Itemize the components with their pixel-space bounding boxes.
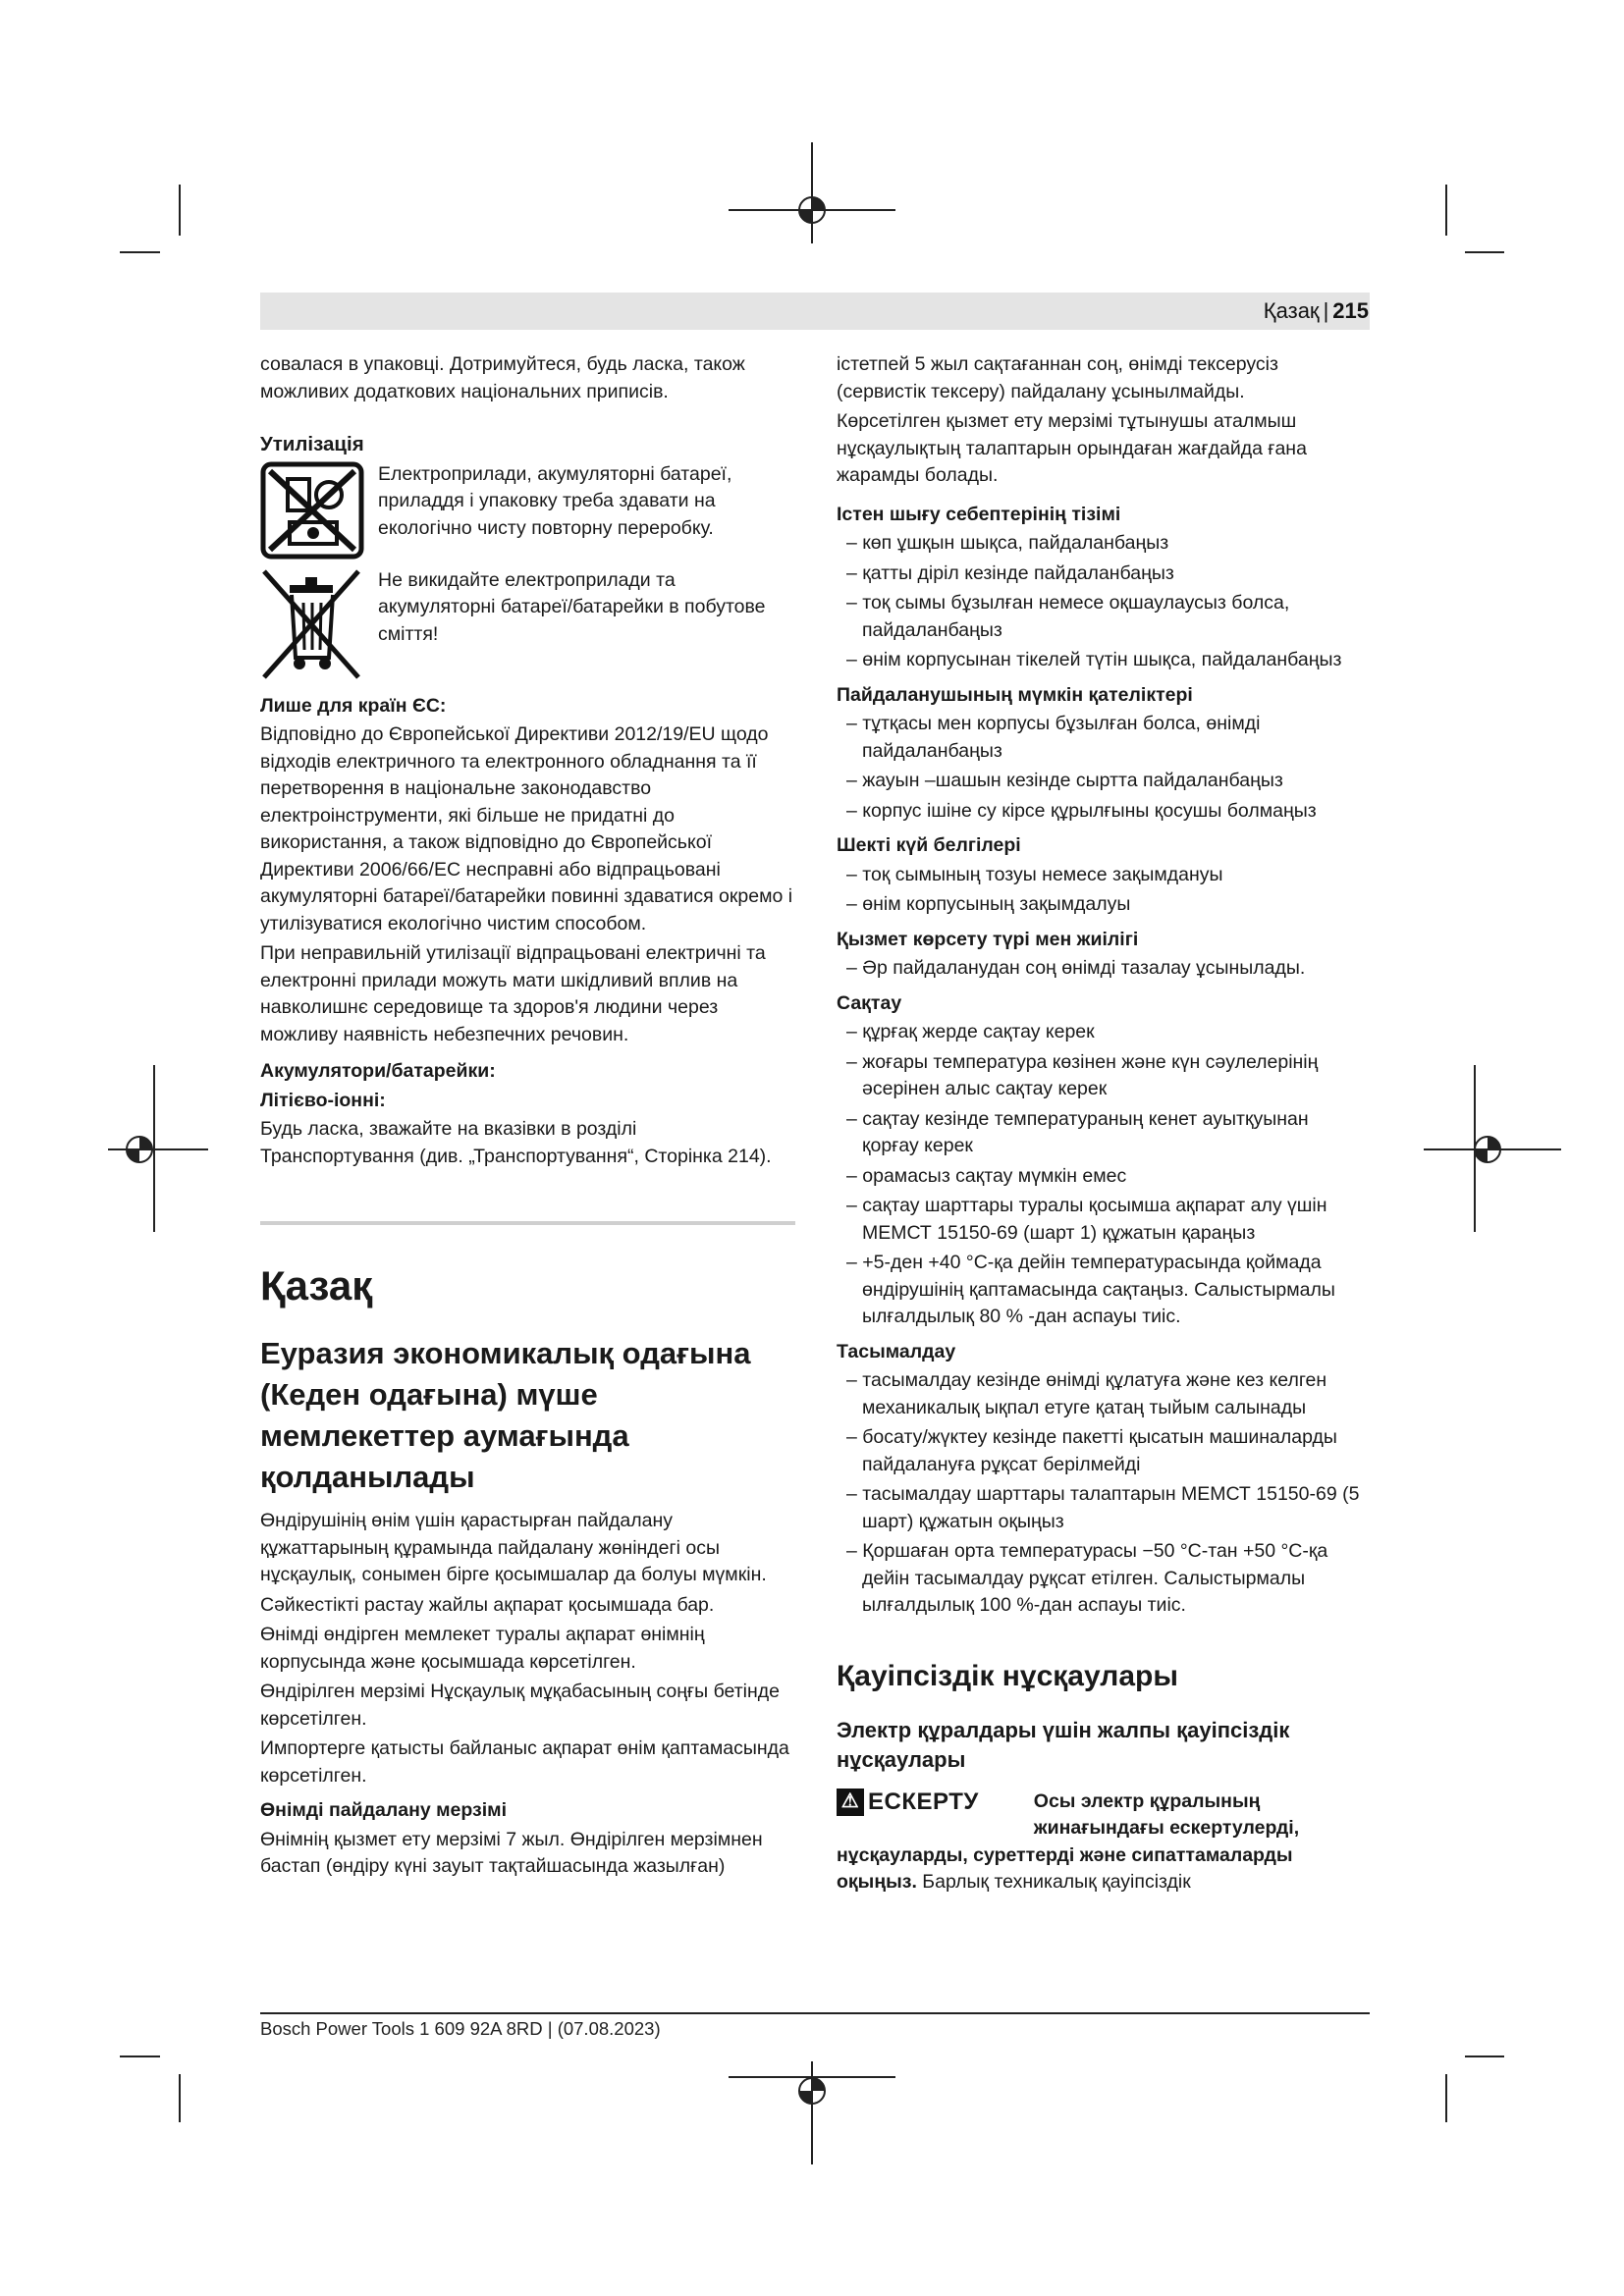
eu-heading: Лише для країн ЄС: <box>260 694 447 717</box>
liion-heading: Літієво-іонні: <box>260 1089 386 1111</box>
list-item: – тұтқасы мен корпусы бұзылған болса, өнімді пайдаланбаңыз <box>837 711 1370 765</box>
continued-text-2: Көрсетілген қызмет ету мерзімі тұтынушы аталмыш нұсқаулықтың талаптарын орындаған жағдайда ғана жарамды болады. <box>837 410 1307 486</box>
list-item: – орамасыз сақтау мүмкін емес <box>837 1163 1370 1191</box>
list-item: – тоқ сымының тозуы немесе зақымдануы <box>837 862 1370 889</box>
continued-text-1: істетпей 5 жыл сақтағаннан соң, өнімді тексерусіз (сервистік тексеру) пайдалану ұсынылмайды. <box>837 353 1278 402</box>
page-number: 215 <box>1332 298 1369 323</box>
limit-state-list <box>837 862 1370 919</box>
eaeu-text-5: Импортерге қатысты байланыс ақпарат өнім қаптамасында көрсетілген. <box>260 1737 789 1787</box>
list-item: – құрғақ жерде сақтау керек <box>837 1019 1370 1046</box>
section-rule <box>260 1221 795 1225</box>
warning-cont-normal: Барлық техникалық қауіпсіздік <box>922 1871 1191 1893</box>
general-safety-heading: Электр құралдары үшін жалпы қауіпсіздік нұсқаулары <box>837 1717 1290 1772</box>
right-column <box>837 351 1370 1896</box>
list-item: – босату/жүктеу кезінде пакетті қысатын машиналарды пайдалануға рұқсат берілмейді <box>837 1424 1370 1478</box>
warning-label <box>837 1789 979 1816</box>
list-item: – қатты діріл кезінде пайдаланбаңыз <box>837 561 1370 588</box>
eu-text-1: Відповідно до Європейської Директиви 2012/19/EU щодо відходів електричного та електронного обладнання та її перетворення в національне законодавство електроінструменти, які більше не придатні до використання, а також відповідно до Європейської Директиви 2006/66/EC несправні або відпрацьовані акумуляторні батареї/батарейки повинні здаватися окремо і утилізуватися екологічно чистим способом. <box>260 723 793 934</box>
maintenance-list <box>837 955 1370 983</box>
warning-triangle-icon: ⚠ <box>837 1789 864 1816</box>
eaeu-text-1: Өндірушінің өнім үшін қарастырған пайдалану құжаттарының құрамында пайдалану жөніндегі осы нұсқаулық, сонымен бірге қосымшалар да болуы мүмкін. <box>260 1510 767 1585</box>
wheelie-bin-row <box>260 567 795 681</box>
list-item: – +5-ден +40 °C-қа дейін температурасында қоймада өндірушінің қаптамасында сақтаңыз. Салыстырмалы ылғалдылық 80 % -дан аспауы тиіс. <box>837 1250 1370 1331</box>
list-item: – жоғары температура көзінен және күн сәулелерінің әсерінен алыс сақтау керек <box>837 1049 1370 1103</box>
recycling-pictogram-icon <box>260 461 364 560</box>
eaeu-text-2: Сәйкестікті растау жайлы ақпарат қосымшада бар. <box>260 1593 715 1616</box>
recycling-row <box>260 461 795 560</box>
service-life-heading: Өнімді пайдалану мерзімі <box>260 1799 507 1821</box>
storage-list <box>837 1019 1370 1331</box>
running-header <box>1264 299 1369 323</box>
footer-rule <box>260 2012 1370 2014</box>
registration-target-top <box>729 142 895 243</box>
warning-block <box>837 1789 1370 1842</box>
limit-state-heading: Шекті күй белгілері <box>837 834 1021 856</box>
service-life-text: Өнімнің қызмет ету мерзімі 7 жыл. Өндірілген мерзімнен бастап (өндіру күні зауыт тақтайшасында жазылған) <box>260 1828 763 1877</box>
disposal-text-1: Електроприлади, акумуляторні батареї, приладдя і упаковку треба здавати на екологічно чисту повторну переробку. <box>378 462 732 539</box>
list-item: – өнім корпусынан тікелей түтін шықса, пайдаланбаңыз <box>837 647 1370 674</box>
list-item: – тасымалдау кезінде өнімді құлатуға және кез келген механикалық ықпал етуге қатаң тыйым салынады <box>837 1367 1370 1421</box>
warning-cont-bold: нұсқауларды, суреттерді және сипаттамаларды оқыңыз. <box>837 1843 1293 1893</box>
warning-intro: Осы электр құралының жинағындағы ескертулерді, <box>1033 1789 1300 1839</box>
warning-continuation <box>837 1842 1370 1896</box>
failure-list <box>837 530 1370 674</box>
list-item: – тасымалдау шарттары талаптарын МЕМСТ 15150-69 (5 шарт) құжатын оқыңыз <box>837 1481 1370 1535</box>
user-errors-list <box>837 711 1370 825</box>
crossed-out-bin-icon <box>260 567 364 681</box>
eaeu-heading: Еуразия экономикалық одағына (Кеден одағына) мүше мемлекеттер аумағында қолданылады <box>260 1336 751 1494</box>
failure-heading: Істен шығу себептерінің тізімі <box>837 503 1121 525</box>
header-band <box>260 293 1370 330</box>
disposal-heading: Утилізація <box>260 433 364 455</box>
eu-text-2: При неправильній утилізації відпрацьовані електричні та електронні прилади можуть мати шкідливий вплив на навколишнє середовище та здоров'я людини через можливу наявність небезпечних речовин. <box>260 942 766 1045</box>
list-item: – өнім корпусының зақымдалуы <box>837 891 1370 919</box>
list-item: – Қоршаған орта температурасы −50 °C-тан +50 °C-қа дейін тасымалдау рұқсат етілген. Салыстырмалы ылғалдылық 100 %-дан аспауы тиіс. <box>837 1538 1370 1620</box>
footer-text: Bosch Power Tools 1 609 92A 8RD | (07.08.2023) <box>260 2018 661 2039</box>
warning-label-text: ЕСКЕРТУ <box>868 1788 979 1815</box>
disposal-text-2: Не викидайте електроприлади та акумуляторні батареї/батарейки в побутове сміття! <box>378 568 766 645</box>
list-item: – Әр пайдаланудан соң өнімді тазалау ұсынылады. <box>837 955 1370 983</box>
list-item: – сақтау шарттары туралы қосымша ақпарат алу үшін МЕМСТ 15150-69 (шарт 1) құжатын қараңыз <box>837 1193 1370 1247</box>
registration-target-bottom <box>729 2061 895 2164</box>
eaeu-text-4: Өндірілген мерзімі Нұсқаулық мұқабасының соңғы бетінде көрсетілген. <box>260 1681 780 1730</box>
list-item: – көп ұшқын шықса, пайдаланбаңыз <box>837 530 1370 558</box>
safety-heading: Қауіпсіздік нұсқаулары <box>837 1659 1178 1692</box>
liion-text: Будь ласка, зважайте на вказівки в розділі Транспортування (див. „Транспортування“, Сторінка 214). <box>260 1118 772 1167</box>
list-item: – тоқ сымы бұзылған немесе оқшаулаусыз болса, пайдаланбаңыз <box>837 590 1370 644</box>
storage-heading: Сақтау <box>837 991 902 1014</box>
language-heading: Қазақ <box>260 1262 373 1308</box>
transport-list <box>837 1367 1370 1620</box>
left-column <box>260 351 795 1884</box>
header-separator: | <box>1323 298 1329 323</box>
header-section: Қазақ <box>1263 298 1320 323</box>
registration-target-left <box>108 1065 208 1232</box>
list-item: – жауын –шашын кезінде сыртта пайдаланбаңыз <box>837 768 1370 795</box>
transport-heading: Тасымалдау <box>837 1340 956 1362</box>
intro-text: совалася в упаковці. Дотримуйтеся, будь ласка, також можливих додаткових національних приписів. <box>260 353 745 402</box>
list-item: – корпус ішіне су кірсе құрылғыны қосушы болмаңыз <box>837 798 1370 826</box>
list-item: – сақтау кезінде температураның кенет ауытқуынан қорғау керек <box>837 1106 1370 1160</box>
maintenance-heading: Қызмет көрсету түрі мен жиілігі <box>837 928 1139 950</box>
battery-heading: Акумулятори/батарейки: <box>260 1060 496 1082</box>
eaeu-text-3: Өнімді өндірген мемлекет туралы ақпарат өнімнің корпусында және қосымшада көрсетілген. <box>260 1624 705 1673</box>
user-errors-heading: Пайдаланушының мүмкін қателіктері <box>837 683 1193 706</box>
